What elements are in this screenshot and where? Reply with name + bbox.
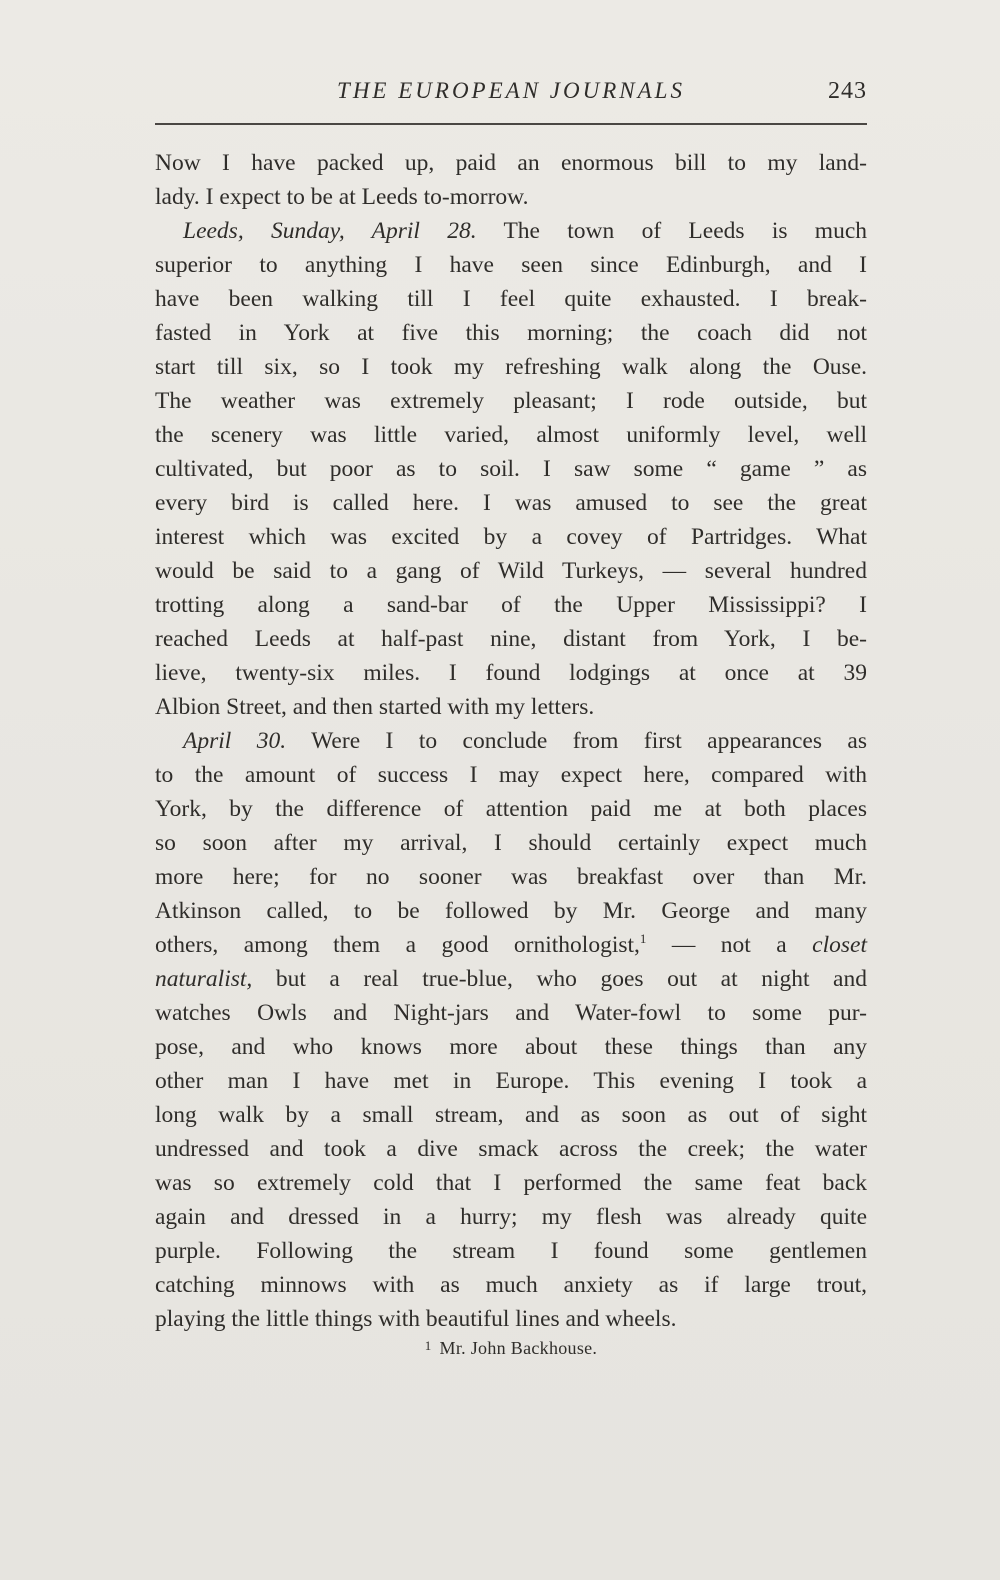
text-line: more here; for no sooner was breakfast over than Mr. (155, 864, 867, 890)
italic-phrase: closet (812, 932, 867, 958)
entry-date: April 30. (183, 728, 287, 754)
text-line: was so extremely cold that I performed the same feat back (155, 1170, 867, 1196)
text-line: Atkinson called, to be followed by Mr. George and many (155, 898, 867, 924)
text-line: lieve, twenty-six miles. I found lodgings at once at 39 (155, 660, 867, 686)
text-line: Now I have packed up, paid an enormous bill to my land- (155, 150, 867, 176)
text-line: again and dressed in a hurry; my flesh was already quite (155, 1204, 867, 1230)
line-text: — not a (646, 932, 813, 958)
text-line: cultivated, but poor as to soil. I saw some “ game ” as (155, 456, 867, 482)
text-line: superior to anything I have seen since Edinburgh, and I (155, 252, 867, 278)
text-line: York, by the difference of attention paid me at both places (155, 796, 867, 822)
text-line-dated-entry (155, 724, 867, 758)
running-head (155, 78, 867, 114)
text-line: fasted in York at five this morning; the coach did not (155, 320, 867, 346)
footnote-mark: 1 (424, 1338, 432, 1353)
text-line: long walk by a small stream, and as soon as out of sight (155, 1102, 867, 1128)
text-line: watches Owls and Night-jars and Water-fowl to some pur- (155, 1000, 867, 1026)
text-line: so soon after my arrival, I should certainly expect much (155, 830, 867, 856)
text-line: lady. I expect to be at Leeds to-morrow. (155, 184, 529, 210)
text-line: interest which was excited by a covey of Partridges. What (155, 524, 867, 550)
text-line: the scenery was little varied, almost uniformly level, well (155, 422, 867, 448)
text-line: pose, and who knows more about these things than any (155, 1034, 867, 1060)
text-line: undressed and took a dive smack across the creek; the water (155, 1136, 867, 1162)
entry-text: The town of Leeds is much (476, 218, 868, 244)
footnote-reference: 1 (639, 931, 647, 946)
text-line: to the amount of success I may expect here, compared with (155, 762, 867, 788)
line-text: others, among them a good ornithologist, (155, 932, 640, 958)
header-rule (155, 123, 867, 125)
text-line: reached Leeds at half-past nine, distant from York, I be- (155, 626, 867, 652)
text-line: purple. Following the stream I found some gentlemen (155, 1238, 867, 1264)
text-line-dated-entry (155, 214, 867, 248)
entry-date: Leeds, Sunday, April 28. (183, 218, 477, 244)
text-line: would be said to a gang of Wild Turkeys, — several hundred (155, 558, 867, 584)
text-line: Albion Street, and then started with my letters. (155, 694, 595, 720)
footnote (155, 1333, 867, 1361)
italic-phrase: naturalist, (155, 966, 253, 992)
footnote-text: Mr. John Backhouse. (439, 1338, 598, 1358)
text-line: have been walking till I feel quite exhausted. I break- (155, 286, 867, 312)
text-line: The weather was extremely pleasant; I rode outside, but (155, 388, 867, 414)
text-line: other man I have met in Europe. This evening I took a (155, 1068, 867, 1094)
text-line (155, 962, 867, 996)
running-title: THE EUROPEAN JOURNALS (337, 78, 685, 103)
text-line: trotting along a sand-bar of the Upper Mississippi? I (155, 592, 867, 618)
line-text: but a real true-blue, who goes out at night and (252, 966, 867, 992)
text-line-with-footnote (155, 928, 867, 962)
body-text (155, 146, 867, 1336)
text-line: start till six, so I took my refreshing walk along the Ouse. (155, 354, 867, 380)
text-line: catching minnows with as much anxiety as if large trout, (155, 1272, 867, 1298)
text-line: playing the little things with beautiful lines and wheels. (155, 1306, 677, 1332)
page-number: 243 (828, 78, 867, 104)
text-line: every bird is called here. I was amused to see the great (155, 490, 867, 516)
entry-text: Were I to conclude from first appearances as (286, 728, 867, 754)
